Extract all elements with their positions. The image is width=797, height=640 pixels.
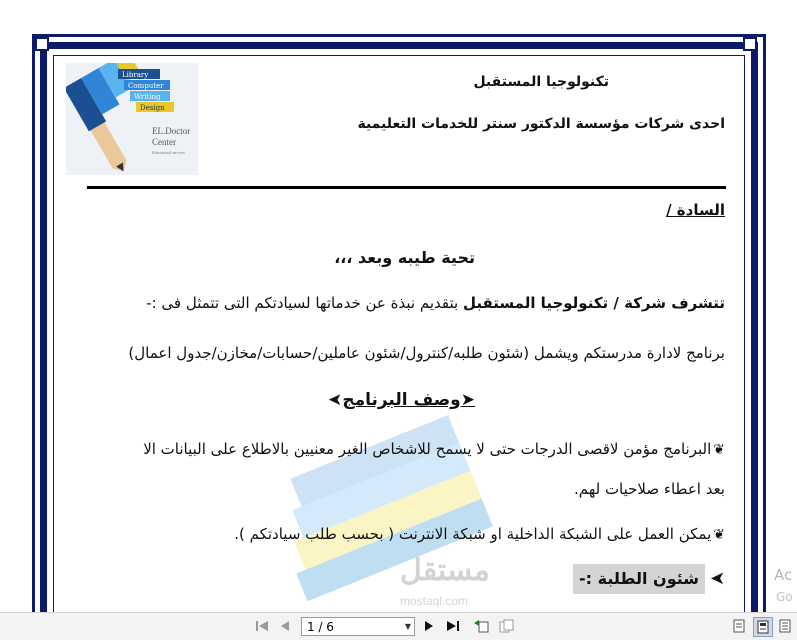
watermark-site: مستقل: [400, 554, 490, 587]
header-divider: [87, 186, 726, 189]
leaf-bullet-icon: ❦: [713, 527, 725, 543]
logo-brand-line2: Center: [152, 137, 176, 147]
logo-brand: EL.Doctor: [152, 126, 191, 136]
watermark-url: mostaql.com: [400, 594, 469, 608]
leaf-bullet-icon: ❦: [713, 442, 725, 458]
arrow-bullet-icon: ➤: [709, 568, 725, 589]
next-page-icon: [424, 620, 434, 632]
last-page-button[interactable]: [444, 617, 462, 635]
single-page-view-button[interactable]: [731, 617, 747, 635]
section-title: [328, 390, 475, 410]
company-name: تكنولوجيا المستقبل: [473, 74, 609, 90]
arrow-right-icon: ➤: [328, 390, 343, 410]
salutation: السادة /: [666, 201, 725, 219]
next-page-button[interactable]: [422, 617, 436, 635]
bullet-security: [143, 440, 725, 458]
bullet-security-text: البرنامج مؤمن لاقصى الدرجات حتى لا يسمح للاشخاص الغير معنيين بالاطلاع على البيانات الا: [143, 440, 712, 458]
logo-layer-computer: Computer: [128, 82, 164, 90]
activation-watermark-sub: Go: [776, 590, 793, 604]
company-logo: [66, 63, 198, 175]
logo-tagline: Educational services: [152, 150, 185, 155]
page-view-icon: [733, 619, 745, 633]
intro-company: تتشرف شركة / تكنولوجيا المستقبل: [462, 294, 725, 312]
previous-page-button[interactable]: [278, 617, 292, 635]
first-page-button[interactable]: [254, 617, 270, 635]
company-subtitle: احدى شركات مؤسسة الدكتور سنتر للخدمات التعليمية: [357, 116, 725, 132]
two-page-view-icon: [779, 619, 791, 633]
viewer-toolbar: [0, 612, 797, 640]
back-history-icon: [473, 619, 489, 633]
logo-layer-writing: Writing: [134, 93, 161, 101]
forward-history-icon: [499, 619, 515, 633]
last-page-icon: [446, 620, 460, 632]
go-back-button[interactable]: [472, 617, 490, 635]
continuous-view-button[interactable]: [753, 617, 773, 637]
bullet-network-text: يمكن العمل على الشبكة الداخلية او شبكة الانترنت ( بحسب طلب سيادتكم ).: [234, 525, 712, 543]
bullet-security-continuation: بعد اعطاء صلاحيات لهم.: [573, 480, 725, 498]
students-heading: شئون الطلبة :-: [573, 564, 705, 594]
greeting: تحية طيبه وبعد ،،،: [334, 248, 475, 267]
watermark-logo: [250, 400, 550, 612]
border-corner-ornament: [35, 37, 49, 51]
continuous-view-icon: [757, 620, 769, 634]
logo-layer-design: Design: [140, 104, 165, 112]
page-indicator: 1 / 6: [307, 619, 334, 634]
bullet-network: [234, 525, 725, 543]
program-summary: برنامج لادارة مدرستكم ويشمل (شئون طلبه/كنترول/شئون عاملين/حسابات/مخازن/جدول اعمال): [128, 344, 725, 362]
go-forward-button[interactable]: [498, 617, 516, 635]
previous-page-icon: [280, 620, 290, 632]
intro-text: بتقديم نبذة عن خدماتها لسيادتكم التى تتمثل فى :-: [146, 294, 463, 312]
chevron-down-icon: ▼: [404, 622, 412, 631]
intro-paragraph: [146, 294, 725, 312]
two-page-view-button[interactable]: [777, 617, 793, 635]
first-page-icon: [255, 620, 269, 632]
section-title-text: وصف البرنامج: [342, 390, 461, 410]
activation-watermark: Ac: [774, 566, 793, 584]
logo-layer-library: Library: [122, 71, 149, 79]
arrow-left-icon: ➤: [460, 390, 475, 410]
page-selector[interactable]: [301, 617, 415, 636]
border-corner-ornament: [743, 37, 757, 51]
